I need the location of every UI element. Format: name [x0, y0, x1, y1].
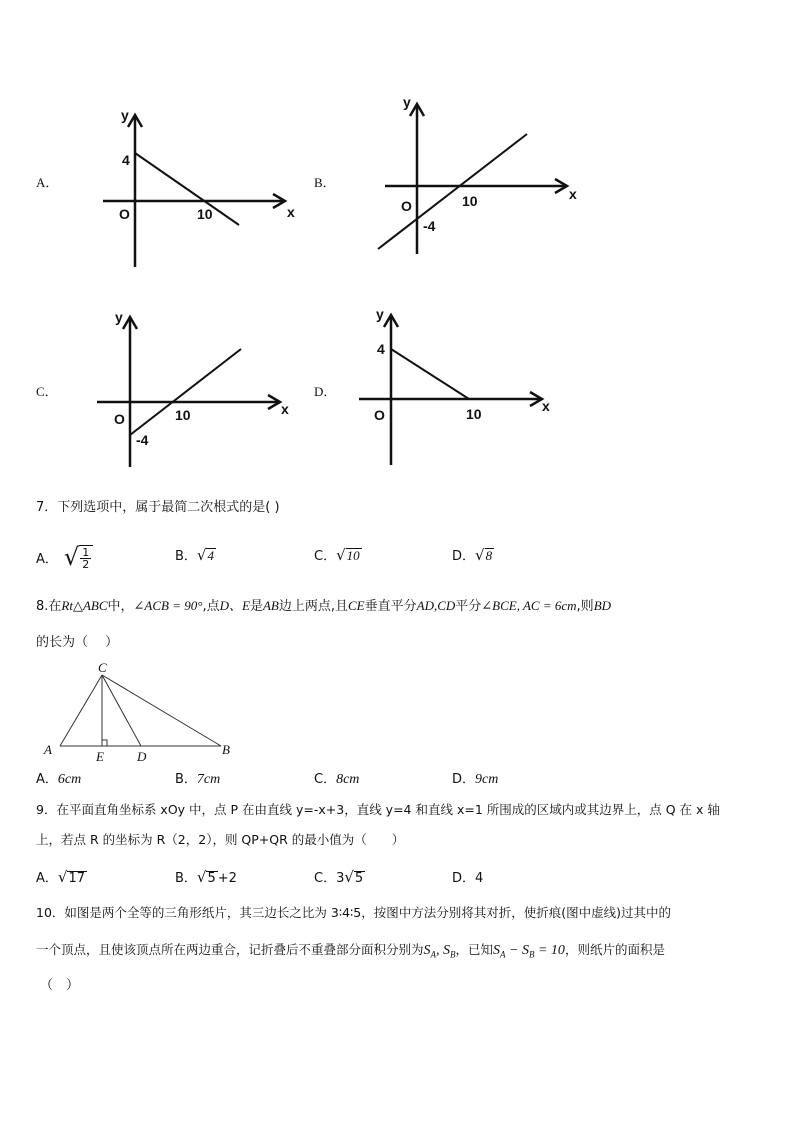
q9-option-a-label: A． [36, 871, 58, 886]
y-axis-label: y [376, 306, 384, 322]
right-angle-mark [102, 740, 107, 746]
q8-text: ,则 [576, 599, 594, 614]
q8-math: CE [347, 598, 365, 613]
origin-label: O [114, 411, 125, 427]
q7-option-a-label: A． [36, 551, 58, 567]
y-intercept-label: 4 [122, 152, 130, 168]
q8-option-c-label: C． [314, 772, 337, 787]
radical-icon: √ [196, 546, 207, 564]
q8-option-a-label: A． [36, 772, 58, 787]
q9-stem-line1: 9．在平面直角坐标系 xOy 中，点 P 在由直线 y=-x+3，直线 y=4 和直线 x=1 所围成的区域内或其边界上，点 Q 在 x 轴 [36, 802, 720, 817]
q9-option-c-coefficient: 3 [336, 871, 345, 886]
q10-math: , S [436, 943, 451, 958]
q8-math: AB [262, 598, 279, 613]
q9-option-d [452, 867, 483, 886]
q8-math: ∠BCE, AC = 6cm [481, 598, 577, 613]
q10-math-subscript: B [450, 949, 456, 960]
q9-option-b [175, 867, 237, 886]
q7-option-d-radicand: 8 [485, 548, 493, 563]
graph-a [95, 100, 300, 272]
q10-math: S [423, 943, 431, 958]
function-line [135, 153, 239, 225]
q8-stem-line1 [36, 596, 611, 617]
q8-text: 边上两点,且 [278, 599, 348, 614]
q10-math: = 10 [534, 943, 565, 958]
q8-math: AD,CD [416, 598, 456, 613]
q7-option-a-radicand [79, 545, 93, 570]
q7-option-c [314, 545, 362, 564]
q9-option-b-radicand: 5 [207, 871, 216, 886]
x-intercept-label: 10 [197, 206, 213, 222]
q8-math: ∠ACB = 90° [133, 598, 203, 613]
origin-label: O [119, 206, 130, 222]
vertex-a-label: A [44, 742, 52, 757]
q8-option-d-label: D． [452, 772, 476, 787]
q9-option-b-tail: +2 [217, 871, 237, 886]
y-axis-label: y [403, 94, 411, 110]
radical-icon: √ [336, 546, 346, 564]
q9-option-b-label: B． [175, 871, 197, 886]
graph-c [90, 305, 305, 470]
x-intercept-label: 10 [175, 407, 191, 423]
q8-option-b-value: 7cm [196, 772, 221, 787]
q7-option-c-radicand: 10 [346, 548, 360, 563]
point-e-label: E [96, 749, 104, 764]
q8-triangle-figure [36, 660, 246, 766]
y-axis-label: y [115, 309, 123, 325]
q9-option-d-value: 4 [475, 871, 484, 886]
q10-stem-line1: 10．如图是两个全等的三角形纸片，其三边长之比为 3∶4∶5，按图中方法分别将其对折，使折痕(图中虚线)过其中的 [36, 905, 671, 920]
y-intercept-label: -4 [136, 432, 149, 448]
q8-option-b [175, 768, 220, 788]
q8-math: BD [593, 598, 612, 613]
function-line [378, 134, 527, 249]
point-d-label: D [137, 749, 147, 764]
segment-cd [102, 675, 141, 746]
q8-option-d-value: 9cm [475, 772, 499, 787]
y-intercept-label: -4 [423, 218, 436, 234]
q8-text: 平分 [455, 599, 482, 614]
y-axis-label: y [121, 107, 129, 123]
vertex-b-label: B [222, 742, 230, 757]
q10-text: 一个顶点，且使该顶点所在两边重合，记折叠后不重叠部分面积分别为 [36, 942, 424, 957]
q10-stem-line2 [36, 940, 665, 965]
radical-icon: √ [63, 543, 80, 571]
q10-text: ，已知 [455, 942, 494, 957]
x-axis-label: x [569, 186, 577, 202]
x-intercept-label: 10 [466, 406, 482, 422]
radical-icon: √ [344, 868, 354, 886]
side-cb [102, 675, 221, 746]
q10-text: ，则纸片的面积是 [564, 942, 665, 957]
graph-d [352, 303, 567, 468]
q7-option-b-label: B． [175, 549, 197, 564]
x-axis-label: x [287, 204, 295, 220]
q8-option-b-label: B． [175, 772, 197, 787]
q10-math: S [493, 943, 501, 958]
q8-option-c [314, 768, 359, 788]
x-axis-label: x [542, 398, 550, 414]
q8-text: ,点 [202, 599, 220, 614]
q10-math-subscript: B [528, 949, 535, 960]
radical-icon: √ [196, 868, 207, 886]
q8-text: 是 [249, 599, 263, 614]
q7-stem: 7．下列选项中，属于最简二次根式的是( ) [36, 500, 280, 515]
q8-math: Rt△ABC [61, 598, 108, 613]
radical-icon: √ [475, 546, 485, 564]
origin-label: O [401, 198, 412, 214]
q7-option-d-label: D． [452, 549, 476, 564]
q10-math-subscript: A [500, 949, 506, 960]
side-ac [60, 675, 102, 746]
option-b-label: B． [314, 175, 336, 190]
q8-text: 中， [107, 599, 134, 614]
fraction-denominator: 2 [82, 557, 90, 571]
q8-stem-line2: 的长为（ ） [36, 635, 119, 650]
x-axis-label: x [281, 401, 289, 417]
q9-stem-line2: 上，若点 R 的坐标为 R（2，2），则 QP+QR 的最小值为（ ） [36, 832, 405, 847]
q10-math: − S [505, 943, 529, 958]
option-a-label: A． [36, 175, 59, 190]
origin-label: O [374, 407, 385, 423]
x-intercept-label: 10 [462, 193, 478, 209]
option-d-label: D． [314, 384, 337, 399]
q9-option-c [314, 867, 365, 886]
q8-text: 垂直平分 [364, 599, 417, 614]
q8-option-a [36, 768, 81, 788]
fraction-numerator: 1 [82, 545, 90, 559]
y-intercept-label: 4 [377, 341, 385, 357]
q9-option-a-radicand: 17 [68, 871, 86, 886]
q7-option-c-label: C． [314, 549, 337, 564]
q10-stem-line3: （ ） [40, 978, 80, 993]
q9-option-d-label: D． [452, 871, 476, 886]
q10-math-subscript: A [430, 949, 437, 960]
option-c-label: C． [36, 384, 58, 399]
q9-option-c-radicand: 5 [354, 871, 364, 886]
q7-option-d [452, 545, 494, 564]
q8-option-a-value: 6cm [57, 772, 82, 787]
q8-option-c-value: 8cm [336, 772, 360, 787]
q9-option-a [36, 867, 87, 886]
radical-icon: √ [57, 868, 68, 886]
vertex-c-label: C [98, 660, 107, 675]
q7-option-a [36, 543, 93, 571]
q7-option-b-radicand: 4 [207, 548, 214, 563]
q8-math: D、E [219, 598, 250, 613]
q9-option-c-label: C． [314, 871, 337, 886]
q7-option-b [175, 545, 216, 564]
graph-b [370, 92, 585, 257]
q8-option-d [452, 768, 498, 788]
q8-text: 8.在 [36, 599, 62, 614]
function-line [391, 349, 469, 399]
